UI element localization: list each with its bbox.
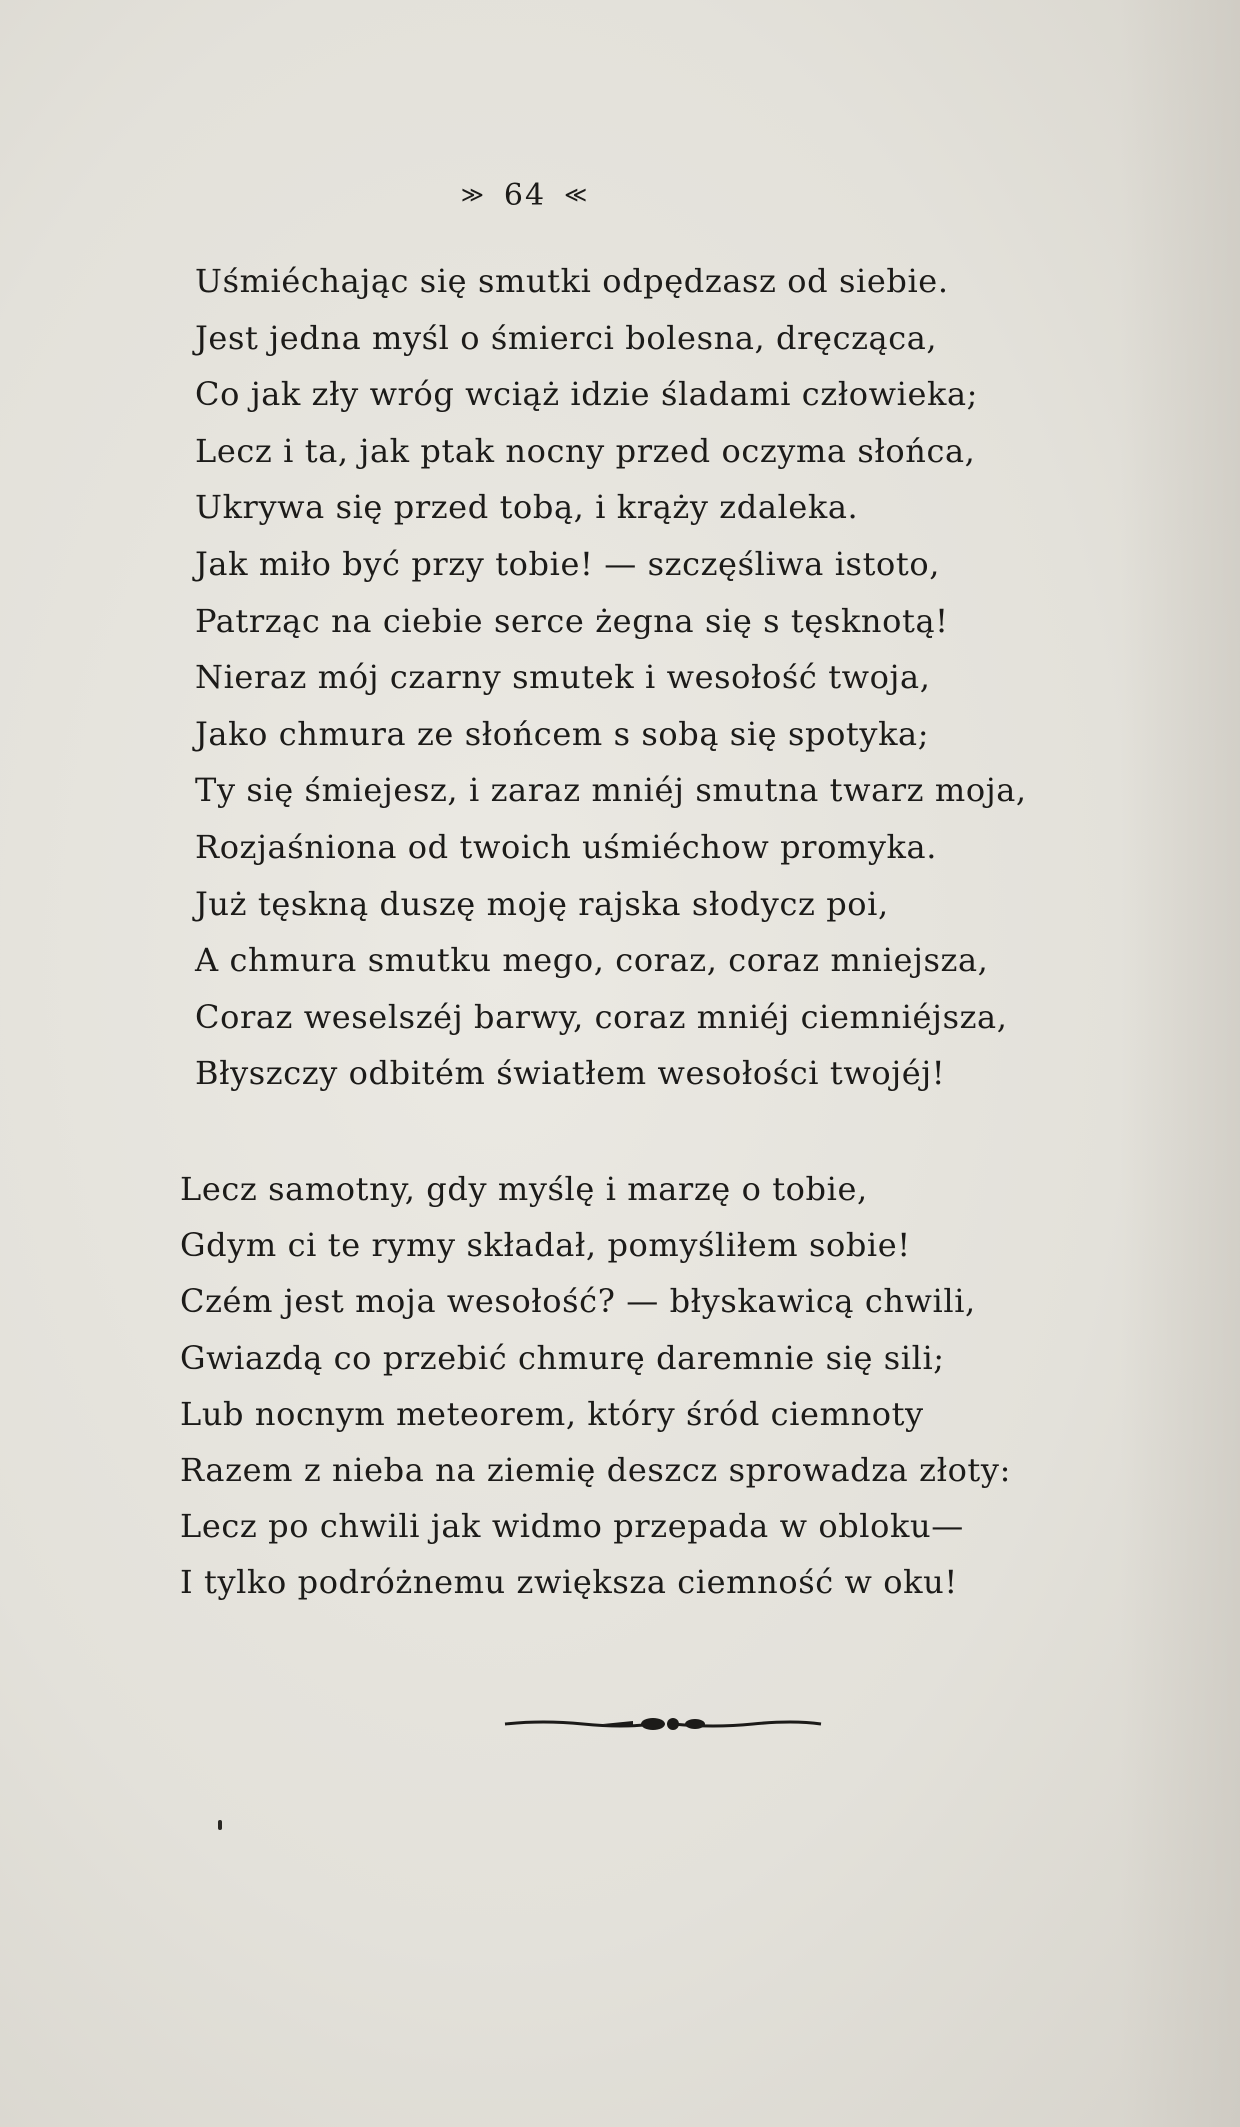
verse-line: Lecz i ta, jak ptak nocny przed oczyma słońca, — [195, 431, 976, 470]
verse-line: Coraz weselszéj barwy, coraz mniéj ciemniéjsza, — [195, 997, 1008, 1036]
verse-line: I tylko podróżnemu zwiększa ciemność w oku! — [180, 1563, 958, 1602]
poem-stanza-2 — [180, 1161, 1140, 1611]
ornament-left: ≫ — [460, 182, 486, 208]
verse-line: Jak miło być przy tobie! — szczęśliwa istoto, — [195, 544, 940, 583]
verse-line: Rozjaśniona od twoich uśmiéchow promyka. — [195, 827, 937, 866]
verse-line: Ukrywa się przed tobą, i krąży zdaleka. — [195, 488, 859, 527]
verse-line: Razem z nieba na ziemię deszcz sprowadza złoty: — [180, 1450, 1011, 1489]
verse-line: Gdym ci te rymy składał, pomyśliłem sobie! — [180, 1226, 911, 1265]
verse-line: Ty się śmiejesz, i zaraz mniéj smutna twarz moja, — [195, 771, 1027, 810]
verse-line: Jest jedna myśl o śmierci bolesna, dręcząca, — [195, 318, 938, 357]
verse-line: Jako chmura ze słońcem s sobą się spotyka; — [195, 714, 930, 753]
verse-line: Lecz po chwili jak widmo przepada w obloku— — [180, 1507, 964, 1546]
verse-line: Uśmiéchając się smutki odpędzasz od siebie. — [195, 262, 949, 300]
page-number: 64 — [503, 178, 547, 213]
verse-line: Nieraz mój czarny smutek i wesołość twoja, — [195, 658, 931, 697]
verse-line: Co jak zły wróg wciąż idzie śladami człowieka; — [195, 375, 979, 414]
page-header — [0, 178, 1145, 213]
ornamental-divider — [503, 1716, 823, 1732]
verse-line: A chmura smutku mego, coraz, coraz mniejsza, — [195, 941, 989, 980]
verse-line: Lub nocnym meteorem, który śród ciemnoty — [180, 1394, 924, 1433]
poem-stanza-1 — [195, 253, 1155, 1102]
verse-line: Już tęskną duszę moję rajska słodycz poi, — [195, 884, 889, 923]
page-speck — [218, 1820, 222, 1830]
verse-line: Gwiazdą co przebić chmurę daremnie się sili; — [180, 1338, 945, 1377]
verse-line: Czém jest moja wesołość? — błyskawicą chwili, — [180, 1282, 976, 1321]
verse-line: Błyszczy odbitém światłem wesołości twojéj! — [195, 1054, 946, 1093]
verse-line: Lecz samotny, gdy myślę i marzę o tobie, — [180, 1170, 868, 1208]
ornament-right: ≪ — [564, 182, 590, 208]
verse-line: Patrząc na ciebie serce żegna się s tęsknotą! — [195, 601, 949, 640]
